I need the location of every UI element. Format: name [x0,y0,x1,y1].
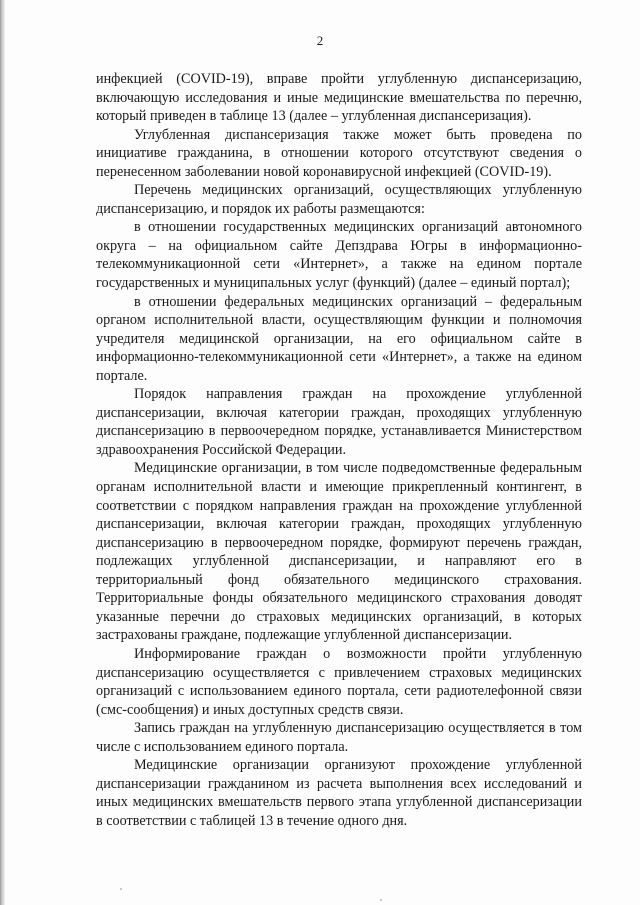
scan-speck [380,899,382,901]
list-item-federal: в отношении федеральных медицинских организаций – федеральным органом исполнительной власти, осуществляющим функции и полномочия учредителя медицинской организации, на его официальном сайте в информационно-телекоммуникационной сети «Интернет», а также на едином портале. [96,293,582,384]
document-body [96,70,582,830]
paragraph: Перечень медицинских организаций, осуществляющих углубленную диспансеризацию, и порядок их работы размещаются: [96,182,582,217]
scan-speck [120,888,122,890]
page-number: 2 [316,33,324,48]
paragraph: Углубленная диспансеризация также может быть проведена по инициативе гражданина, в отношении которого отсутствуют сведения о перенесенном заболевании новой коронавирусной инфекцией (COVID-19). [96,126,582,180]
paragraph-continuation: инфекцией (COVID-19), вправе пройти углубленную диспансеризацию, включающую исследования и иные медицинские вмешательства по перечню, который приведен в таблице 13 (далее – углубленная диспансеризация). [96,71,582,125]
paragraph: Запись граждан на углубленную диспансеризацию осуществляется в том числе с использованием единого портала. [96,720,582,755]
list-item-regional: в отношении государственных медицинских организаций автономного округа – на официальном сайте Депздрава Югры в информационно-телекоммуникационной сети «Интернет», а также на едином портале государственных и муниципальных услуг (функций) (далее – единый портал); [96,219,582,292]
paragraph: Медицинские организации, в том числе подведомственные федеральным органам исполнительной власти и имеющие прикрепленный контингент, в соответствии с порядком направления граждан на прохождение углубленной диспансеризации, включая категории граждан, проходящих углубленную диспансеризацию в первоочередном порядке, формируют перечень граждан, подлежащих углубленной диспансеризации, и направляют его в территориальный фонд обязательного медицинского страхования. Территориальные фонды обязательного медицинского страхования доводят указанные перечни до страховых медицинских организаций, в которых застрахованы граждане, подлежащие углубленной диспансеризации. [96,460,582,644]
paragraph: Информирование граждан о возможности пройти углубленную диспансеризацию осуществляется с привлечением страховых медицинских организаций с использованием единого портала, сети радиотелефонной связи (смс-сообщения) и иных доступных средств связи. [96,645,582,718]
paragraph: Порядок направления граждан на прохождение углубленной диспансеризации, включая категории граждан, проходящих углубленную диспансеризацию в первоочередном порядке, устанавливается Министерством здравоохранения Российской Федерации. [96,386,582,458]
scan-edge-shadow [0,0,5,905]
paragraph: Медицинские организации организуют прохождение углубленной диспансеризации гражданином из расчета выполнения всех исследований и иных медицинских вмешательств первого этапа углубленной диспансеризации в соответствии с таблицей 13 в течение одного дня. [96,757,582,829]
